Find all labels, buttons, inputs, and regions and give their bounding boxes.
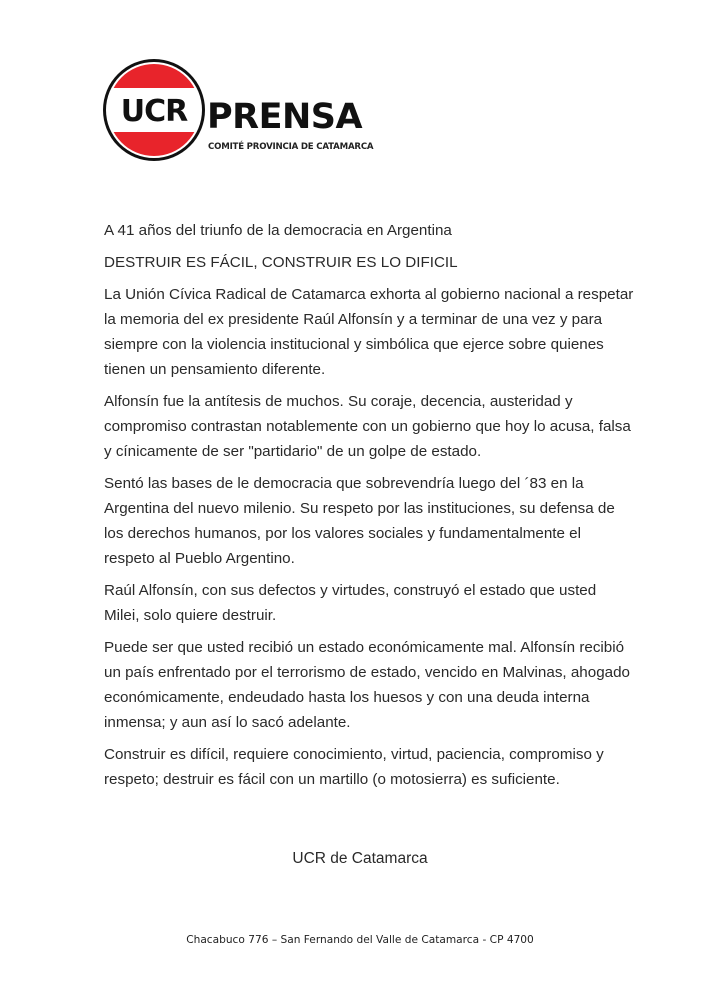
- brand-subtitle: COMITÉ PROVINCIA DE CATAMARCA: [208, 142, 374, 152]
- ucr-logo: [102, 58, 206, 162]
- brand-title: PRENSA: [207, 97, 363, 137]
- signature: UCR de Catamarca: [292, 850, 428, 867]
- headline: DESTRUIR ES FÁCIL, CONSTRUIR ES LO DIFICIL: [104, 254, 458, 271]
- paragraph: Construir es difícil, requiere conocimiento, virtud, paciencia, compromiso y respeto; destruir es fácil con un martillo (o motosierra) es suficiente.: [104, 746, 604, 788]
- logo-text: UCR: [120, 94, 188, 129]
- paragraph: Puede ser que usted recibió un estado económicamente mal. Alfonsín recibió un país enfrentado por el terrorismo de estado, vencido en Malvinas, ahogado económicamente, endeudado hasta los huesos y con una deuda interna inmensa; y aun así lo sacó adelante.: [104, 639, 630, 731]
- paragraph: Raúl Alfonsín, con sus defectos y virtudes, construyó el estado que usted Milei, solo quiere destruir.: [104, 582, 597, 624]
- press-release-body: [104, 218, 634, 799]
- footer-address: Chacabuco 776 – San Fernando del Valle de Catamarca - CP 4700: [186, 934, 534, 946]
- paragraph: Alfonsín fue la antítesis de muchos. Su coraje, decencia, austeridad y compromiso contrastan notablemente con un gobierno que hoy lo acusa, falsa y cínicamente de ser "partidario" de un golpe de estado.: [104, 393, 631, 460]
- intro-line: A 41 años del triunfo de la democracia en Argentina: [104, 222, 452, 239]
- paragraph: La Unión Cívica Radical de Catamarca exhorta al gobierno nacional a respetar la memoria del ex presidente Raúl Alfonsín y a terminar de una vez y para siempre con la violencia institucional y simbólica que ejerce sobre quienes tienen un pensamiento diferente.: [104, 286, 634, 378]
- paragraph: Sentó las bases de le democracia que sobrevendría luego del ´83 en la Argentina del nuevo milenio. Su respeto por las instituciones, su defensa de los derechos humanos, por los valores sociales y fundamentalmente el respeto al Pueblo Argentino.: [104, 475, 615, 567]
